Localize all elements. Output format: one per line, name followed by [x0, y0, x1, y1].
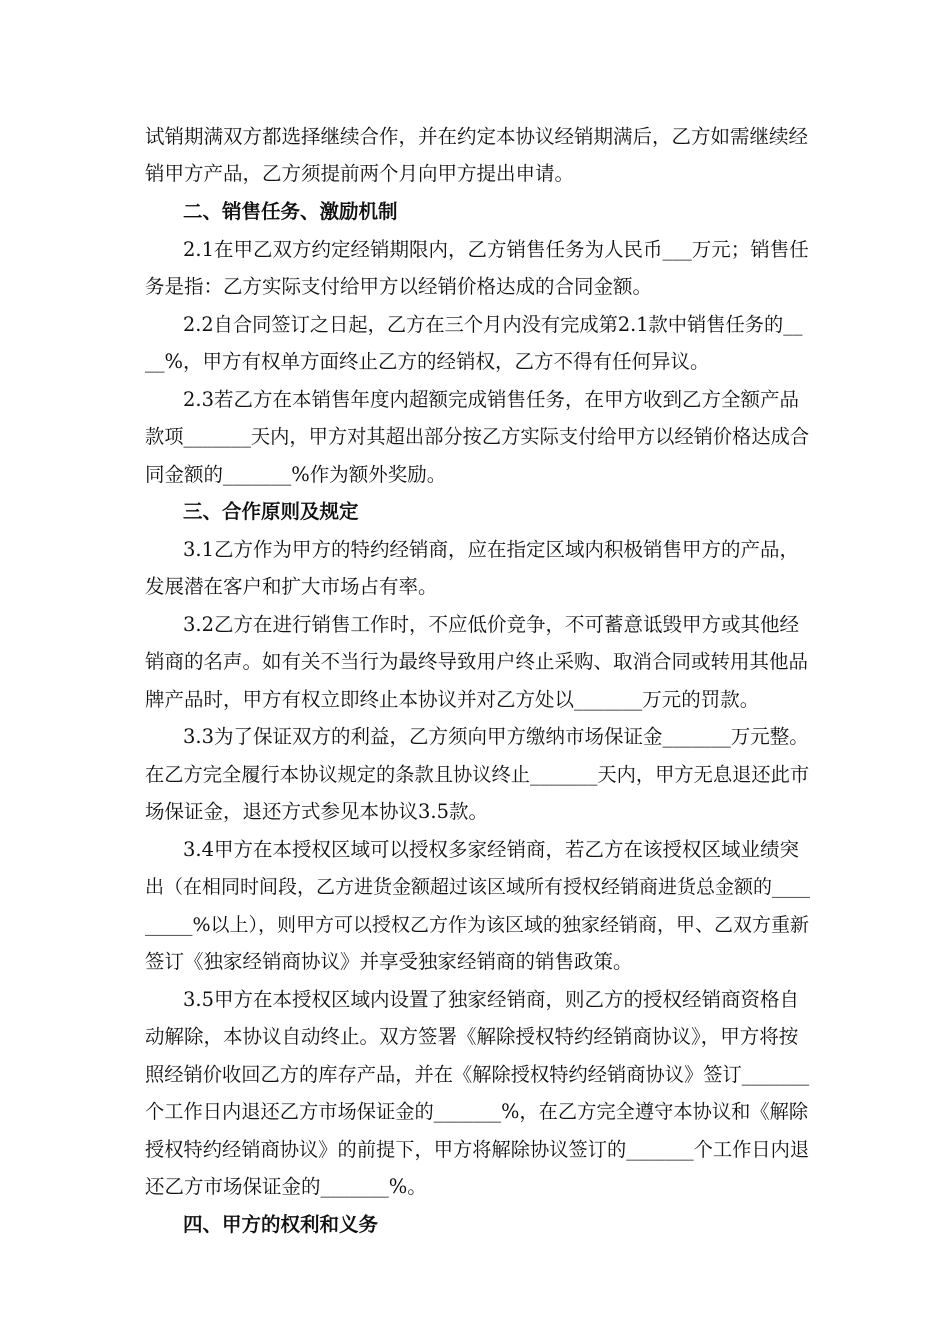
paragraph-line: 3.1乙方作为甲方的特约经销商，应在指定区域内积极销售甲方的产品，	[183, 538, 800, 561]
paragraph-line: 2.3若乙方在本销售年度内超额完成销售任务，在甲方收到乙方全额产品	[183, 388, 800, 411]
paragraph-line: 授权特约经销商协议》的前提下，甲方将解除协议签订的_______个工作日内退	[145, 1138, 810, 1161]
paragraph-line: 出（在相同时间段，乙方进货金额超过该区域所有授权经销商进货总金额的____	[145, 876, 811, 898]
paragraph-line: 签订《独家经销商协议》并享受独家经销商的销售政策。	[145, 950, 633, 973]
paragraph-line: 3.5甲方在本授权区域内设置了独家经销商，则乙方的授权经销商资格自	[183, 988, 800, 1011]
paragraph-line: _____%以上），则甲方可以授权乙方作为该区域的独家经销商，甲、乙双方重新	[145, 914, 810, 936]
paragraph-line: 试销期满双方都选择继续合作，并在约定本协议经销期满后，乙方如需继续经	[145, 125, 809, 148]
paragraph-line: 2.2自合同签订之日起，乙方在三个月内没有完成第2.1款中销售任务的__	[183, 313, 803, 336]
section-heading: 二、销售任务、激励机制	[183, 200, 398, 223]
paragraph-line: 发展潜在客户和扩大市场占有率。	[145, 575, 438, 598]
paragraph-line: 照经销价收回乙方的库存产品，并在《解除授权特约经销商协议》签订_______	[145, 1063, 810, 1086]
paragraph-line: 同金额的_______%作为额外奖励。	[145, 463, 447, 486]
paragraph-line: 销甲方产品，乙方须提前两个月向甲方提出申请。	[145, 162, 575, 185]
paragraph-line: 3.2乙方在进行销售工作时，不应低价竞争，不可蓄意诋毁甲方或其他经	[183, 613, 800, 636]
paragraph-line: 个工作日内退还乙方市场保证金的_______%，在乙方完全遵守本协议和《解除	[145, 1100, 809, 1123]
paragraph-line: 2.1在甲乙双方约定经销期限内，乙方销售任务为人民币___万元；销售任	[183, 238, 809, 261]
paragraph-line: 务是指：乙方实际支付给甲方以经销价格达成的合同金额。	[145, 275, 653, 298]
paragraph-line: 销商的名声。如有关不当行为最终导致用户终止采购、取消合同或转用其他品	[145, 650, 809, 673]
paragraph-line: 动解除，本协议自动终止。双方签署《解除授权特约经销商协议》，甲方将按	[145, 1025, 799, 1048]
paragraph-line: 牌产品时，甲方有权立即终止本协议并对乙方处以_______万元的罚款。	[145, 688, 760, 711]
paragraph-line: __%，甲方有权单方面终止乙方的经销权，乙方不得有任何异议。	[145, 350, 710, 373]
paragraph-line: 场保证金，退还方式参见本协议3.5款。	[145, 800, 489, 823]
section-heading: 三、合作原则及规定	[183, 500, 359, 523]
section-heading: 四、甲方的权利和义务	[183, 1213, 379, 1236]
paragraph-line: 款项_______天内，甲方对其超出部分按乙方实际支付给甲方以经销价格达成合	[145, 425, 810, 448]
paragraph-line: 还乙方市场保证金的_______%。	[145, 1175, 427, 1198]
paragraph-line: 在乙方完全履行本协议规定的条款且协议终止_______天内，甲方无息退还此市	[145, 763, 810, 786]
paragraph-line: 3.3为了保证双方的利益，乙方须向甲方缴纳市场保证金_______万元整。	[183, 725, 809, 748]
paragraph-line: 3.4甲方在本授权区域可以授权多家经销商，若乙方在该授权区域业绩突	[183, 838, 800, 861]
